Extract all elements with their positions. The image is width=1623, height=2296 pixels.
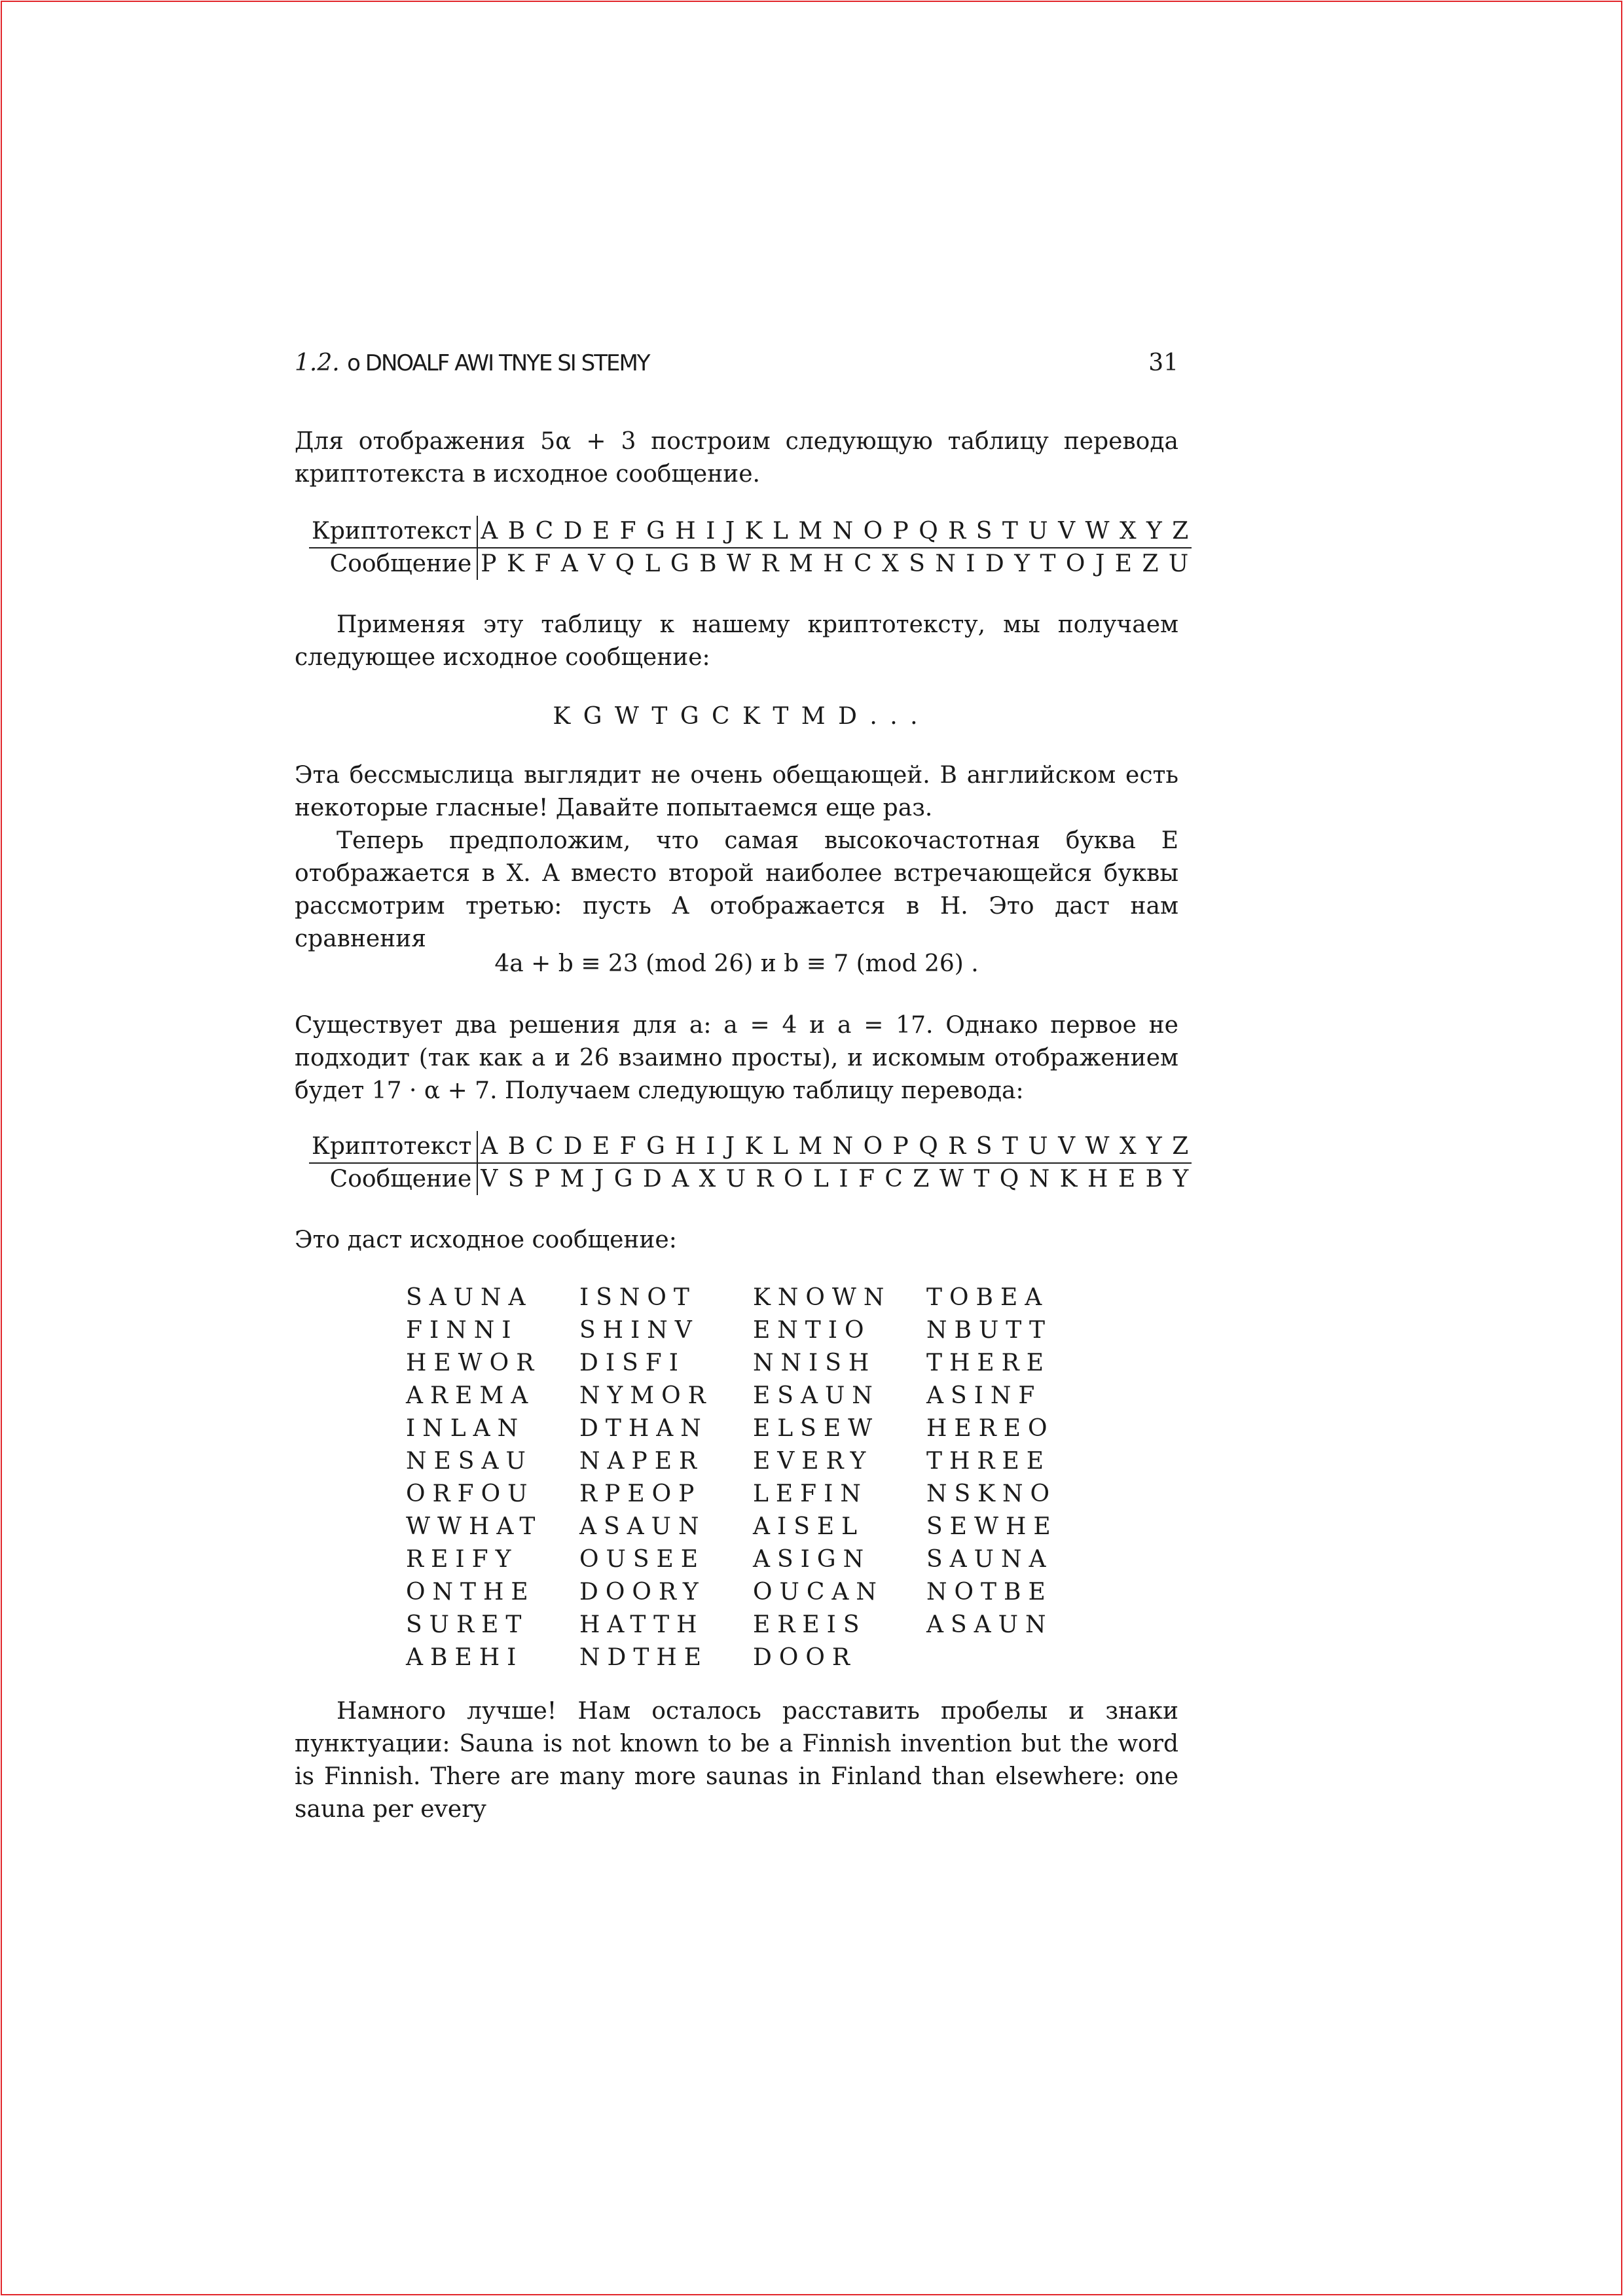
grid-row <box>406 1609 1100 1641</box>
paragraph-hypothesis: Теперь предположим, что самая высокочастотная буква E отображается в X. A вместо второй наиболее встречающейся буквы рассмотрим третью: пусть A отображается в H. Это даст нам сравнения <box>295 827 1178 952</box>
table-row <box>309 548 1192 580</box>
page-number: 31 <box>1148 350 1178 376</box>
grid-cell: RPEOP <box>579 1480 702 1507</box>
grid-cell: SAUNA <box>926 1546 1053 1573</box>
table-label-ciphertext: Криптотекст <box>309 516 477 548</box>
grid-cell: SAUNA <box>406 1284 533 1311</box>
grid-cell: HEREO <box>926 1415 1055 1442</box>
grid-cell: HATTH <box>579 1611 704 1638</box>
grid-cell: SURET <box>406 1611 529 1638</box>
grid-row <box>406 1543 1100 1576</box>
grid-cell <box>926 1641 1100 1674</box>
grid-cell: ONTHE <box>406 1579 536 1605</box>
grid-cell: KNOWN <box>753 1284 892 1311</box>
grid-cell: ISNOT <box>579 1284 697 1311</box>
grid-cell: LEFIN <box>753 1480 868 1507</box>
section-title: o DNOALF AWI TNYE SI STEMY <box>347 350 649 376</box>
grid-cell: SHINV <box>579 1317 699 1344</box>
grid-row <box>406 1576 1100 1609</box>
table-cells-message: P K F A V Q L G B W R M H C X S N I D Y T O J E Z U <box>481 550 1190 577</box>
grid-cell: DTHAN <box>579 1415 708 1442</box>
grid-cell: FINNI <box>406 1317 519 1344</box>
grid-cell: WWHAT <box>406 1513 543 1540</box>
grid-cell: DOORY <box>579 1579 706 1605</box>
grid-cell: NSKNO <box>926 1480 1057 1507</box>
grid-cell: AISEL <box>753 1513 865 1540</box>
grid-cell: THERE <box>926 1350 1051 1376</box>
grid-row <box>406 1478 1100 1511</box>
grid-cell: ELSEW <box>753 1415 880 1442</box>
grid-cell: EVERY <box>753 1448 873 1475</box>
grid-cell: DISFI <box>579 1350 685 1376</box>
grid-cell: OUSEE <box>579 1546 706 1573</box>
grid-cell: THREE <box>926 1448 1051 1475</box>
grid-cell: ASAUN <box>579 1513 706 1540</box>
grid-cell: NNISH <box>753 1350 877 1376</box>
running-header <box>295 347 1178 386</box>
grid-cell: REIFY <box>406 1546 519 1573</box>
grid-cell: ASINF <box>926 1382 1042 1409</box>
grid-cell: TOBEA <box>926 1284 1049 1311</box>
grid-cell: ORFOU <box>406 1480 535 1507</box>
grid-cell: NBUTT <box>926 1317 1052 1344</box>
paragraph-intro: Для отображения 5α + 3 построим следующую таблицу перевода криптотекста в исходное сообщение. <box>295 428 1178 488</box>
table-row <box>309 516 1192 548</box>
grid-cell: NYMOR <box>579 1382 713 1409</box>
grid-cell: SEWHE <box>926 1513 1058 1540</box>
table-row <box>309 1163 1192 1195</box>
paragraph-nonsense: Эта бессмыслица выглядит не очень обещающей. В английском есть некоторые гласные! Давайте попытаемся еще раз. <box>295 762 1178 821</box>
grid-cell: ABEHI <box>406 1644 524 1671</box>
grid-cell: ENTIO <box>753 1317 871 1344</box>
grid-cell: ASAUN <box>926 1611 1053 1638</box>
table-cells-ciphertext: A B C D E F G H I J K L M N O P Q R S T U V W X Y Z <box>477 1131 1192 1163</box>
grid-row <box>406 1445 1100 1478</box>
translation-table-1 <box>309 516 1192 580</box>
grid-row <box>406 1641 1100 1674</box>
paragraph-conclusion: Намного лучше! Нам осталось расставить пробелы и знаки пунктуации: Sauna is not known to be a Finnish invention but the word is Finnish. There are many more saunas in Finland than elsewhere: one sauna per every <box>295 1698 1178 1823</box>
grid-row <box>406 1282 1100 1314</box>
table-label-message: Сообщение <box>309 1163 477 1195</box>
grid-cell: OUCAN <box>753 1579 884 1605</box>
grid-cell: HEWOR <box>406 1350 541 1376</box>
paragraph-solutions: Существует два решения для a: a = 4 и a = 17. Однако первое не подходит (так как a и 26 взаимно просты), и искомым отображением будет 17 · α + 7. Получаем следующую таблицу перевода: <box>295 1012 1178 1104</box>
table-cells-ciphertext: A B C D E F G H I J K L M N O P Q R S T U V W X Y Z <box>477 516 1192 548</box>
translation-table-2 <box>309 1131 1192 1195</box>
grid-row <box>406 1511 1100 1543</box>
grid-cell: NESAU <box>406 1448 533 1475</box>
grid-cell: NOTBE <box>926 1579 1053 1605</box>
grid-cell: NAPER <box>579 1448 704 1475</box>
grid-row <box>406 1380 1100 1412</box>
decoded-nonsense: K G W T G C K T M D . . . <box>553 703 921 730</box>
grid-cell: ESAUN <box>753 1382 880 1409</box>
grid-row <box>406 1347 1100 1380</box>
grid-cell: AREMA <box>406 1382 536 1409</box>
congruence-equation: 4a + b ≡ 23 (mod 26) и b ≡ 7 (mod 26) . <box>494 950 979 977</box>
grid-cell: ASIGN <box>753 1546 871 1573</box>
grid-cell: DOOR <box>753 1644 857 1671</box>
paragraph-apply-table: Применяя эту таблицу к нашему криптотексту, мы получаем следующее исходное сообщение: <box>295 611 1178 671</box>
table-cells-message: V S P M J G D A X U R O L I F C Z W T Q N K H E B Y <box>481 1166 1190 1193</box>
section-number: 1.2. <box>295 350 340 376</box>
paragraph-result-intro: Это даст исходное сообщение: <box>295 1227 677 1253</box>
grid-row <box>406 1314 1100 1347</box>
table-row <box>309 1131 1192 1163</box>
table-label-ciphertext: Криптотекст <box>309 1131 477 1163</box>
grid-cell: NDTHE <box>579 1644 709 1671</box>
grid-cell: EREIS <box>753 1611 867 1638</box>
grid-row <box>406 1412 1100 1445</box>
decoded-message-grid <box>406 1282 1100 1674</box>
grid-cell: INLAN <box>406 1415 526 1442</box>
table-label-message: Сообщение <box>309 548 477 580</box>
